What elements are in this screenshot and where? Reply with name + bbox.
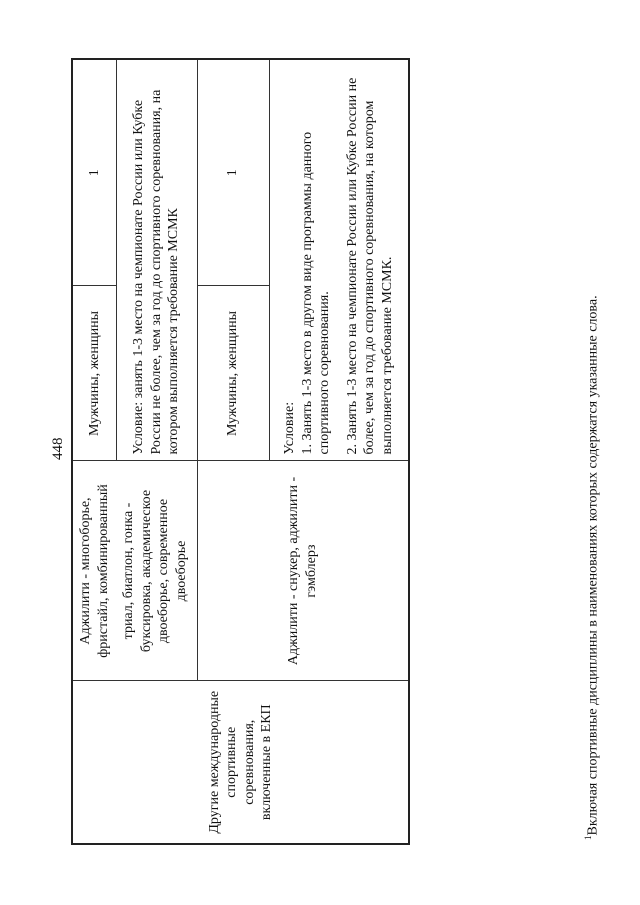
condition-title: Условие: xyxy=(282,401,298,455)
condition-item: 1. Занять 1-3 место в другом виде программы данного спортивного соревнования. xyxy=(299,131,333,455)
condition-block xyxy=(281,66,396,455)
condition-cell xyxy=(269,59,409,461)
category-cell: Другие международные спортивные соревнования, включенные в ЕКП xyxy=(72,681,409,844)
condition-item: 2. Занять 1-3 место на чемпионате России или Кубке России не более, чем за год до спортивного соревнования, на котором выполняется требование МСМК. xyxy=(344,77,395,455)
gender-cell: Мужчины, женщины xyxy=(72,286,116,461)
condition-cell: Условие: занять 1-3 место на чемпионате России или Кубке России не более, чем за год до спортивного соревнования, на котором выполняется требование МСМК xyxy=(116,59,197,461)
footnote-marker: 1 xyxy=(583,835,593,840)
disciplines-cell: Аджилити - многоборье, фристайл, комбинированный xyxy=(72,461,116,681)
disciplines-cell: триал, биатлон, гонка - буксировка, академическое двоеборье, современное двоеборье xyxy=(116,461,197,681)
footnote xyxy=(583,295,602,840)
standards-table xyxy=(71,58,410,845)
page-number: 448 xyxy=(50,437,66,460)
disciplines-cell: Аджилити - снукер, аджилити - гэмблерз xyxy=(197,461,409,681)
rotated-page xyxy=(0,30,620,870)
rank-cell: 1 xyxy=(72,59,116,286)
footnote-text: Включая спортивные дисциплины в наименованиях которых содержатся указанные слова. xyxy=(585,295,601,836)
rank-cell: 1 xyxy=(197,59,269,286)
table-row xyxy=(72,59,116,844)
gender-cell: Мужчины, женщины xyxy=(197,286,269,461)
